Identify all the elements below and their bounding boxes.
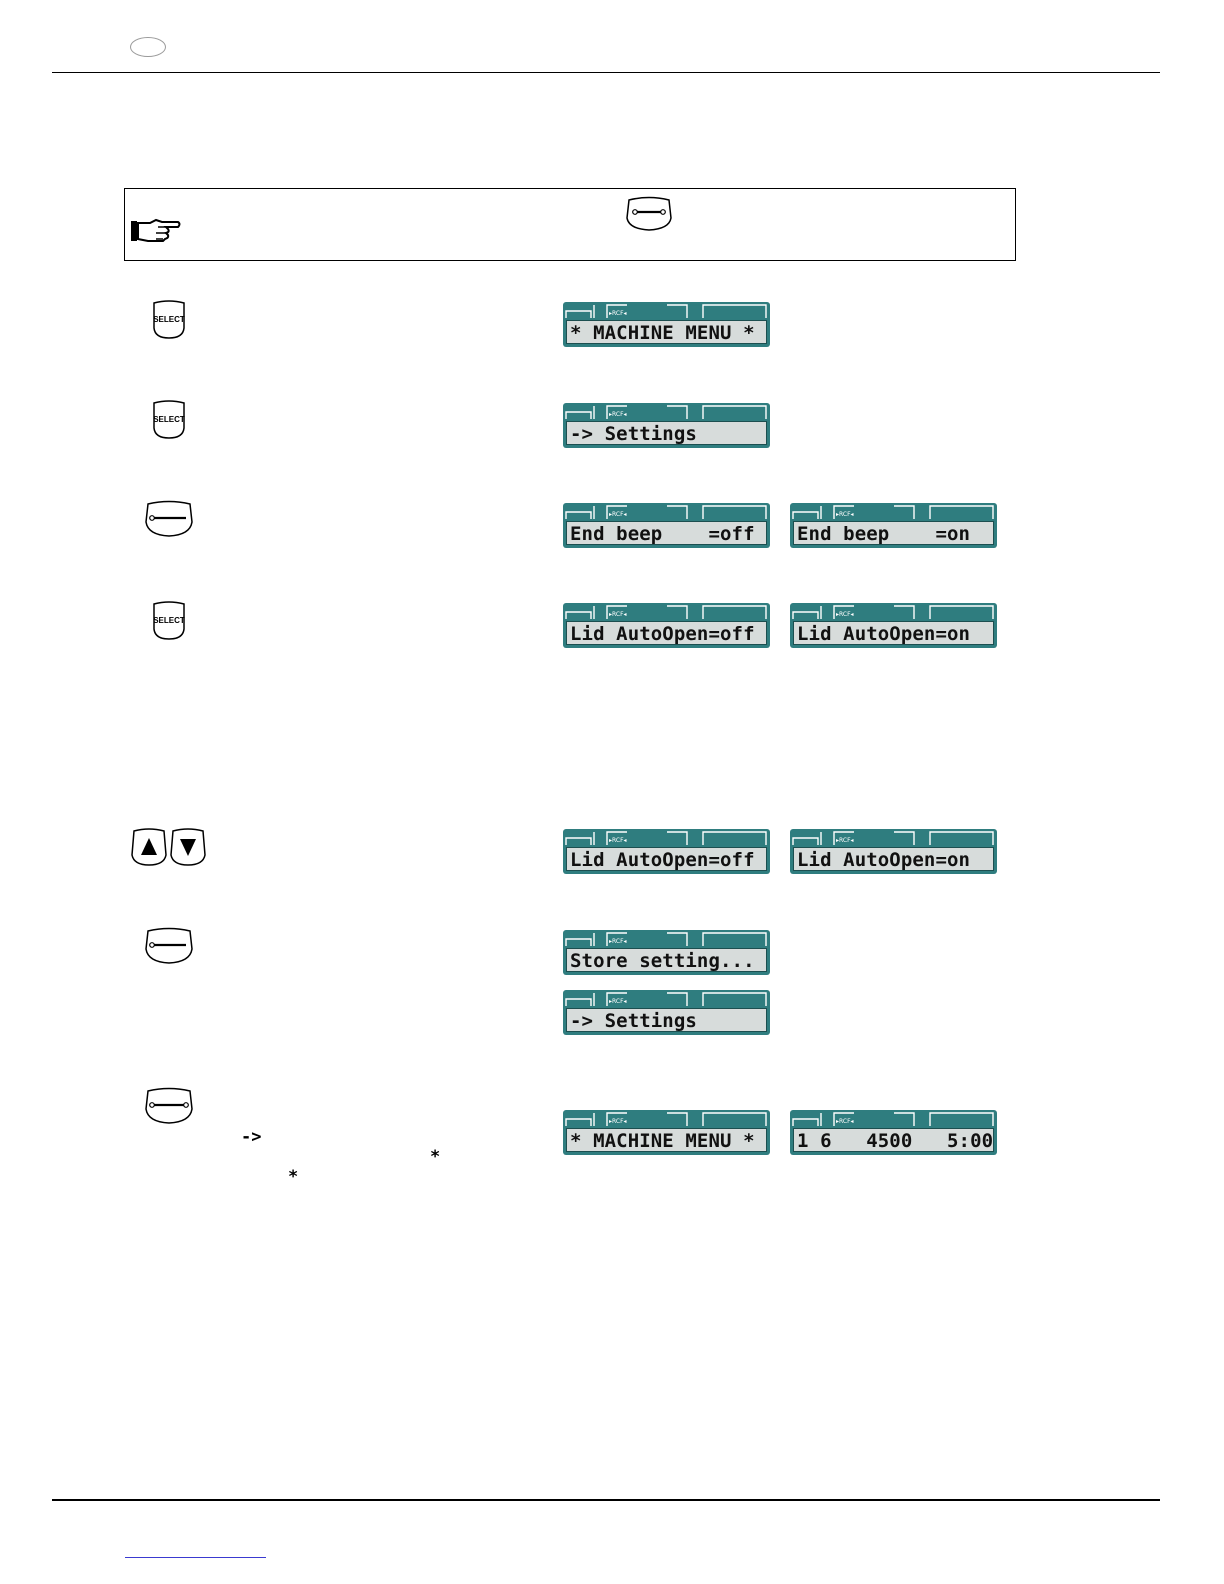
rcf-label: ▸RCF◂ [609, 411, 627, 418]
lcd-text: Lid AutoOpen=off [570, 849, 755, 871]
lcd-tab-bar [790, 1110, 997, 1128]
select-key-icon [151, 601, 187, 641]
rcf-label: ▸RCF◂ [836, 837, 854, 844]
pointing-hand-icon [130, 218, 182, 244]
lcd-display [563, 302, 770, 347]
lcd-tab-bar [563, 829, 770, 847]
select-key-icon [151, 400, 187, 440]
lcd-tab-bar [563, 990, 770, 1008]
lcd-text: Store setting... [570, 950, 755, 972]
rcf-label: ▸RCF◂ [609, 611, 627, 618]
enter-key-icon [625, 196, 673, 232]
lcd-display [790, 503, 997, 548]
arrow-keys-icon [131, 827, 207, 867]
select-key-icon [151, 300, 187, 340]
lcd-text: End beep =off [570, 523, 755, 545]
svg-text:SELECT: SELECT [153, 415, 185, 424]
lcd-display [790, 603, 997, 648]
footer-link-underline[interactable] [125, 1557, 266, 1558]
lcd-text: * MACHINE MENU * [570, 322, 755, 344]
lcd-display [563, 503, 770, 548]
header-rule [52, 72, 1160, 73]
lcd-tab-bar [790, 829, 997, 847]
lcd-display [563, 603, 770, 648]
rcf-label: ▸RCF◂ [609, 938, 627, 945]
rcf-label: ▸RCF◂ [609, 310, 627, 317]
lcd-tab-bar [790, 503, 997, 521]
svg-text:SELECT: SELECT [153, 315, 185, 324]
enter-key-icon [144, 500, 194, 538]
lcd-tab-bar [563, 403, 770, 421]
svg-text:SELECT: SELECT [153, 616, 185, 625]
lcd-text: Lid AutoOpen=off [570, 623, 755, 645]
lcd-display [563, 1110, 770, 1155]
lcd-display [563, 930, 770, 975]
exit-key-icon [144, 1087, 194, 1125]
rcf-label: ▸RCF◂ [836, 611, 854, 618]
lcd-display [563, 990, 770, 1035]
lcd-tab-bar [563, 930, 770, 948]
lcd-text: End beep =on [797, 523, 971, 545]
lcd-text: -> Settings [570, 423, 697, 445]
lcd-tab-bar [563, 503, 770, 521]
lcd-text: 1 6 4500 5:00 [797, 1130, 994, 1152]
lcd-display [790, 1110, 997, 1155]
lcd-text: Lid AutoOpen=on [797, 623, 971, 645]
lcd-tab-bar [563, 603, 770, 621]
rcf-label: ▸RCF◂ [609, 511, 627, 518]
language-badge [130, 37, 166, 57]
lcd-tab-bar [563, 1110, 770, 1128]
lcd-tab-bar [790, 603, 997, 621]
rcf-label: ▸RCF◂ [609, 1118, 627, 1125]
enter-key-icon [144, 927, 194, 965]
lcd-display [563, 829, 770, 874]
lcd-tab-bar [563, 302, 770, 320]
lcd-text: * MACHINE MENU * [570, 1130, 755, 1152]
rcf-label: ▸RCF◂ [836, 1118, 854, 1125]
lcd-text: -> Settings [570, 1010, 697, 1032]
rcf-label: ▸RCF◂ [836, 511, 854, 518]
asterisk-symbol: * [288, 1167, 299, 1187]
lcd-display [563, 403, 770, 448]
note-box [124, 188, 1016, 261]
footer-rule [52, 1499, 1160, 1501]
lcd-text: Lid AutoOpen=on [797, 849, 971, 871]
asterisk-symbol: * [430, 1147, 441, 1167]
arrow-symbol: -> [241, 1127, 262, 1147]
rcf-label: ▸RCF◂ [609, 837, 627, 844]
lcd-display [790, 829, 997, 874]
rcf-label: ▸RCF◂ [609, 998, 627, 1005]
